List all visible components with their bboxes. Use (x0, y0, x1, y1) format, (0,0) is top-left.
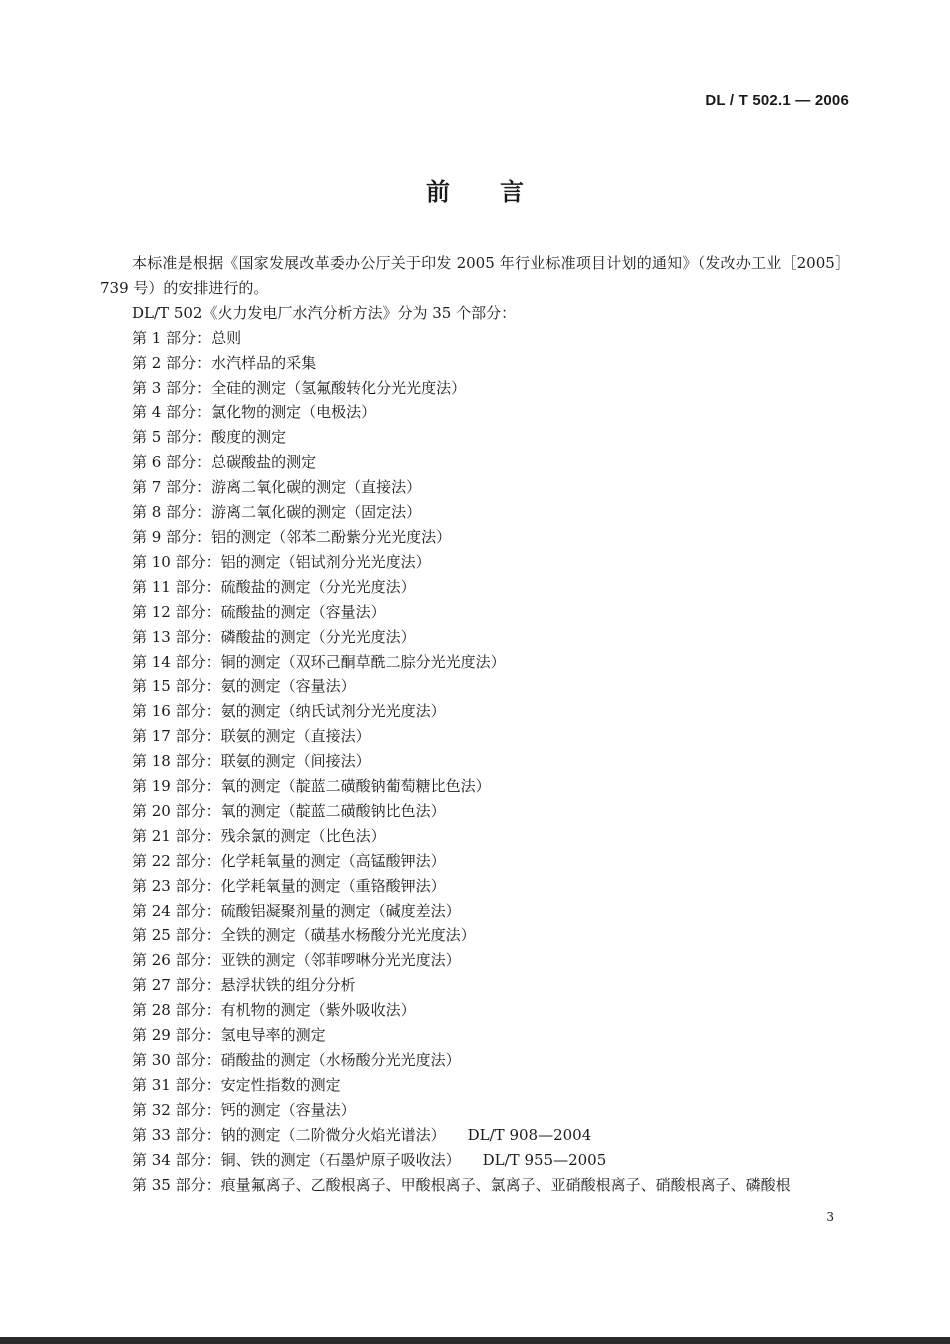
part-label: 第 26 部分：亚铁的测定（邻菲啰啉分光光度法） (132, 951, 461, 970)
part-label: 第 12 部分：硫酸盐的测定（容量法） (132, 602, 386, 621)
part-label: 第 27 部分：悬浮状铁的组分分析 (132, 976, 356, 995)
part-item (100, 774, 850, 799)
part-label: 第 25 部分：全铁的测定（磺基水杨酸分光光度法） (132, 926, 476, 945)
part-label: 第 19 部分：氧的测定（靛蓝二磺酸钠葡萄糖比色法） (132, 777, 491, 796)
part-label: 第 34 部分：铜、铁的测定（石墨炉原子吸收法） (132, 1150, 461, 1169)
part-label: 第 6 部分：总碳酸盐的测定 (132, 453, 317, 472)
part-label: 第 14 部分：铜的测定（双环己酮草酰二腙分光光度法） (132, 652, 506, 671)
part-item (100, 1048, 850, 1073)
part-label: 第 10 部分：铝的测定（铝试剂分光光度法） (132, 552, 431, 571)
part-item (100, 973, 850, 998)
part-item (100, 425, 850, 450)
parts-summary: DL/T 502《火力发电厂水汽分析方法》分为 35 个部分： (132, 303, 517, 322)
part-label: 第 23 部分：化学耗氧量的测定（重铬酸钾法） (132, 876, 446, 895)
part-item (100, 998, 850, 1023)
page-title: 前言 (426, 178, 574, 206)
parts-list (100, 326, 850, 1198)
part-item (100, 351, 850, 376)
part-label: 第 30 部分：硝酸盐的测定（水杨酸分光光度法） (132, 1051, 461, 1069)
part-item (100, 899, 850, 924)
part-item (100, 525, 850, 550)
part-item (100, 1098, 850, 1123)
part-label: 第 16 部分：氨的测定（纳氏试剂分光光度法） (132, 702, 446, 721)
part-label: 第 21 部分：残余氯的测定（比色法） (132, 826, 386, 845)
part-label: 第 35 部分：痕量氟离子、乙酸根离子、甲酸根离子、氯离子、亚硝酸根离子、硝酸根离子、磷酸根 (132, 1175, 791, 1194)
part-label: 第 20 部分：氧的测定（靛蓝二磺酸钠比色法） (132, 801, 446, 820)
part-label: 第 33 部分：钠的测定（二阶微分火焰光谱法） (132, 1125, 446, 1144)
intro-paragraph: 本标准是根据《国家发展改革委办公厅关于印发 2005 年行业标准项目计划的通知》（发改办工业［2005］739 号）的安排进行的。 (100, 254, 850, 297)
document-body (100, 251, 850, 1197)
part-label: 第 15 部分：氨的测定（容量法） (132, 677, 356, 696)
part-label: 第 5 部分：酸度的测定 (132, 428, 287, 447)
part-item (100, 326, 850, 351)
part-label: 第 8 部分：游离二氧化碳的测定（固定法） (132, 503, 422, 522)
page-header-standard-code: DL / T 502.1 — 2006 (705, 92, 849, 109)
part-item (100, 749, 850, 774)
part-item (100, 650, 850, 675)
part-item (100, 948, 850, 973)
bottom-border (0, 1337, 950, 1344)
part-label: 第 7 部分：游离二氧化碳的测定（直接法） (132, 478, 422, 497)
part-item (100, 874, 850, 899)
part-label: 第 3 部分：全硅的测定（氢氟酸转化分光光度法） (132, 378, 467, 397)
part-label: 第 9 部分：铝的测定（邻苯二酚紫分光光度法） (132, 527, 452, 546)
part-label: 第 17 部分：联氨的测定（直接法） (132, 727, 371, 746)
part-label: 第 2 部分：水汽样品的采集 (132, 353, 317, 372)
part-label: 第 18 部分：联氨的测定（间接法） (132, 752, 371, 771)
part-label: 第 29 部分：氢电导率的测定 (132, 1026, 326, 1045)
part-label: 第 31 部分：安定性指数的测定 (132, 1075, 341, 1094)
part-item (100, 923, 850, 948)
part-item (100, 849, 850, 874)
part-item (100, 1073, 850, 1098)
part-label: 第 13 部分：磷酸盐的测定（分光光度法） (132, 627, 416, 646)
part-item (100, 1123, 850, 1148)
part-item (100, 575, 850, 600)
part-item (100, 1023, 850, 1048)
part-label: 第 24 部分：硫酸铝凝聚剂量的测定（碱度差法） (132, 901, 461, 920)
part-item (100, 699, 850, 724)
part-standard-ref: DL/T 955—2005 (482, 1150, 607, 1169)
part-item (100, 475, 850, 500)
page-number: 3 (826, 1210, 834, 1224)
part-item (100, 824, 850, 849)
part-label: 第 4 部分：氯化物的测定（电极法） (132, 403, 377, 422)
part-item (100, 600, 850, 625)
part-item (100, 674, 850, 699)
part-item (100, 1148, 850, 1173)
part-label: 第 1 部分：总则 (132, 328, 242, 347)
part-item (100, 450, 850, 475)
part-item (100, 550, 850, 575)
part-item (100, 799, 850, 824)
part-label: 第 28 部分：有机物的测定（紫外吸收法） (132, 1001, 416, 1020)
part-item (100, 400, 850, 425)
part-item (100, 500, 850, 525)
part-item (100, 1173, 850, 1198)
part-item (100, 625, 850, 650)
part-item (100, 724, 850, 749)
part-label: 第 22 部分：化学耗氧量的测定（高锰酸钾法） (132, 851, 446, 870)
part-label: 第 32 部分：钙的测定（容量法） (132, 1100, 356, 1119)
part-standard-ref: DL/T 908—2004 (467, 1125, 592, 1144)
part-item (100, 376, 850, 401)
part-label: 第 11 部分：硫酸盐的测定（分光光度法） (132, 577, 416, 596)
